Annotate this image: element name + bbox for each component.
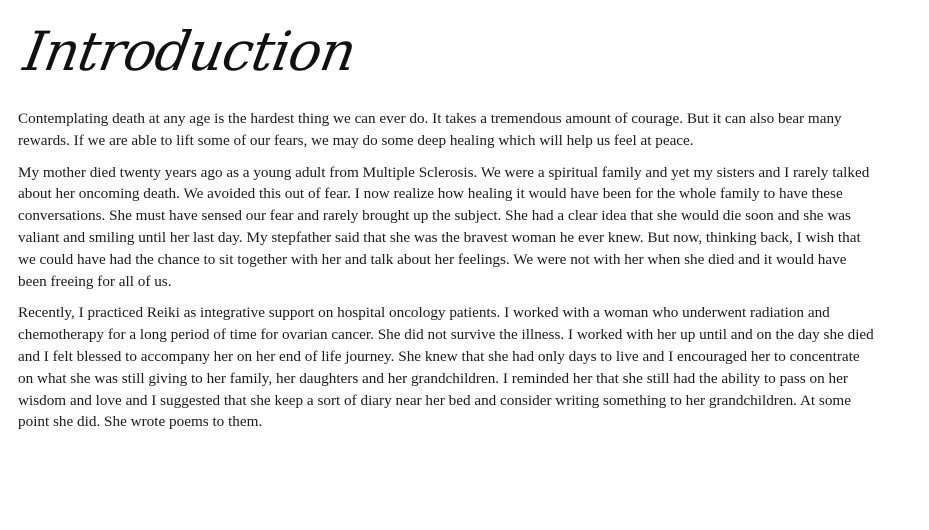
paragraph-mother: My mother died twenty years ago as a young adult from Multiple Sclerosis. We were a spiritual family and yet my sisters and I rarely talked about her oncoming death. We avoided this out of fear. I now realize how healing it would have been for the whole family to have these conversations. She must have sensed our fear and rarely brought up the subject. She had a clear idea that she would die soon and she was valiant and smiling until her last day. My stepfather said that she was the bravest woman he ever knew. But now, thinking back, I wish that we could have had the chance to sit together with her and talk about her feelings. We were not with her when she died and it would have been freeing for all of us. — [18, 163, 870, 290]
paragraph-intro: Contemplating death at any age is the hardest thing we can ever do. It takes a tremendous amount of courage. But it can also bear many rewards. If we are able to lift some of our fears, we may do some deep healing which will help us feel at peace. — [18, 110, 842, 149]
paragraph-reiki: Recently, I practiced Reiki as integrative support on hospital oncology patients. I worked with a woman who underwent radiation and chemotherapy for a long period of time for ovarian cancer. She did not survive the illness. I worked with her up until and on the day she died and I felt blessed to accompany her on her end of life journey. She knew that she had only days to live and I encouraged her to concentrate on what she was still giving to her family, her daughters and her grandchildren. I reminded her that she still had the ability to pass on her wisdom and love and I suggested that she keep a sort of diary near her bed and consider writing something to her grandchildren. At some point she did. She wrote poems to them. — [18, 304, 874, 431]
page-title: Introduction — [19, 20, 361, 83]
document-page — [18, 14, 874, 443]
